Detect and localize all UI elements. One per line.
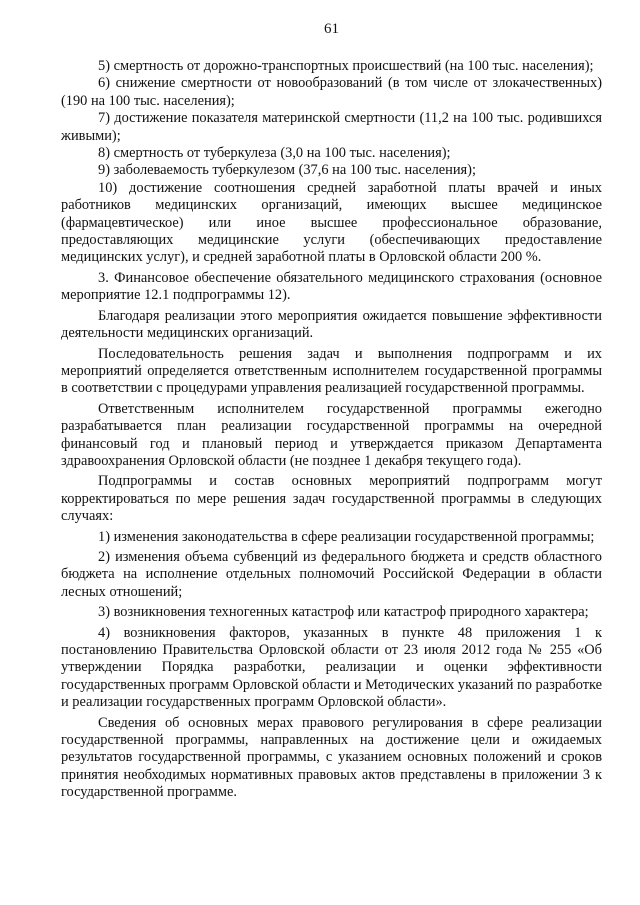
page-number: 61 (324, 21, 339, 37)
paragraph-item-9: 9) заболеваемость туберкулезом (37,6 на 100 тыс. населения); (98, 162, 476, 179)
list-item-case-3: 3) возникновения техногенных катастроф или катастроф природного характера; (98, 604, 589, 621)
list-item-case-4: 4) возникновения факторов, указанных в пункте 48 приложения 1 к постановлению Правительства Орловской области от 23 июля 2012 года № 255 «Об утверждении Порядка разработки, реализации и оценки эффективности государственных программ Орловской области и Методических указаний по разработке и реализации государственных программ Орловской области». (61, 624, 603, 711)
paragraph-item-10: 10) достижение соотношения средней заработной платы врачей и иных работников медицинских организаций, имеющих высшее медицинское (фармацевтическое) или иное высшее профессиональное образование, предоставляющих медицинские услуги (обеспечивающих предоставление медицинских услуг), и средней заработной платы в Орловской области 200 %. (61, 179, 602, 266)
paragraph-item-5: 5) смертность от дорожно-транспортных происшествий (на 100 тыс. населения); (98, 58, 594, 74)
paragraph-item-7: 7) достижение показателя материнской смертности (11,2 на 100 тыс. родившихся живыми); (61, 110, 602, 144)
paragraph-legal-regulation: Сведения об основных мерах правового регулирования в сфере реализации государственной программы, направленных на достижение цели и ожидаемых результатов государственной программы, с указанием основных положений и сроков принятия необходимых нормативных правовых актов представлены в приложении 3 к государственной программе. (61, 714, 602, 801)
paragraph-adjustment-cases: Подпрограммы и состав основных мероприятий подпрограмм могут корректироваться по мере решения задач государственной программы в следующих случаях: (61, 473, 602, 525)
paragraph-annual-plan: Ответственным исполнителем государственной программы ежегодно разрабатывается план реализации государственной программы на очередной финансовый год и плановый период и утверждается приказом Департамента здравоохранения Орловской области (не позднее 1 декабря текущего года). (61, 400, 602, 469)
list-item-case-2: 2) изменения объема субвенций из федерального бюджета и средств областного бюджета на исполнение отдельных полномочий Российской Федерации в области лесных отношений; (61, 548, 602, 600)
paragraph-sequence: Последовательность решения задач и выполнения подпрограмм и их мероприятий определяется ответственным исполнителем государственной программы в соответствии с процедурами управления реализацией государственной программы. (61, 345, 602, 397)
paragraph-efficiency: Благодаря реализации этого мероприятия ожидается повышение эффективности деятельности медицинских организаций. (61, 307, 602, 342)
paragraph-item-8: 8) смертность от туберкулеза (3,0 на 100 тыс. населения); (98, 145, 451, 162)
list-item-case-1: 1) изменения законодательства в сфере реализации государственной программы; (98, 528, 595, 545)
paragraph-section-3: 3. Финансовое обеспечение обязательного медицинского страхования (основное мероприятие 12.1 подпрограммы 12). (61, 269, 602, 304)
paragraph-item-6: 6) снижение смертности от новообразований (в том числе от злокачественных) (190 на 100 тыс. населения); (61, 75, 602, 109)
